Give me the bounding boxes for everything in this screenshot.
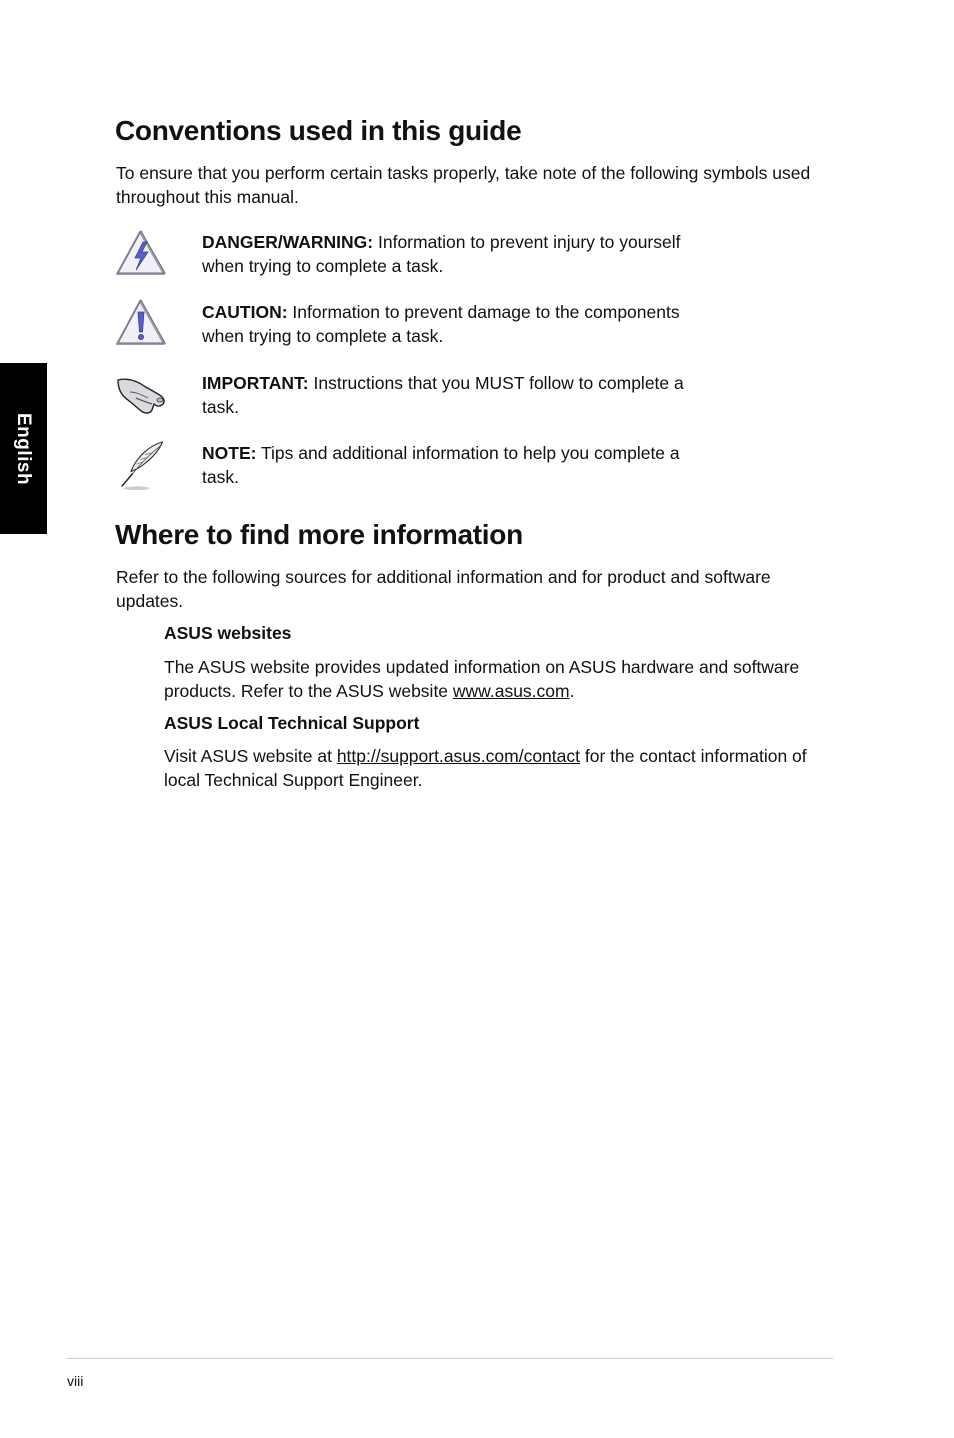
where-intro: Refer to the following sources for additional information and for product and software updates. (116, 567, 771, 611)
notice-label: NOTE: (202, 443, 257, 463)
note-quill-icon (114, 440, 172, 492)
notice-danger-warning (202, 231, 692, 278)
language-tab (0, 363, 47, 534)
conventions-intro: To ensure that you perform certain tasks properly, take note of the following symbols used throughout this manual. (116, 163, 811, 207)
websites-text-after: . (569, 680, 575, 701)
support-contact-link[interactable]: http://support.asus.com/contact (336, 746, 580, 766)
asus-websites-title: ASUS websites (164, 623, 292, 643)
page-number: viii (67, 1373, 84, 1389)
caution-icon (114, 298, 172, 350)
support-text-before: Visit ASUS website at (164, 746, 337, 766)
asus-websites-text (164, 656, 814, 703)
notice-description: Instructions that you MUST follow to complete a task. (202, 373, 684, 417)
conventions-heading: Conventions used in this guide (115, 115, 522, 146)
notice-description: Tips and additional information to help you complete a task. (202, 443, 680, 487)
important-hand-icon (114, 368, 172, 420)
notice-caution (202, 301, 692, 348)
notice-note (202, 442, 692, 489)
notice-label: IMPORTANT: (202, 373, 309, 393)
language-tab-label: English (13, 412, 34, 486)
footer-divider (67, 1358, 833, 1359)
support-text-after: for the contact information of local Technical Support Engineer. (164, 746, 807, 790)
asus-support-text (164, 745, 814, 792)
where-heading: Where to find more information (115, 519, 523, 550)
asus-website-link[interactable]: www.asus.com (452, 680, 570, 701)
websites-text-before: The ASUS website provides updated information on ASUS hardware and software products. Refer to the ASUS website (164, 657, 800, 701)
danger-warning-icon (114, 228, 172, 280)
notice-description: Information to prevent injury to yourself when trying to complete a task. (202, 232, 681, 276)
notice-label: CAUTION: (202, 302, 288, 322)
notice-label: DANGER/WARNING: (202, 232, 374, 252)
notice-important (202, 372, 692, 419)
asus-support-title: ASUS Local Technical Support (164, 713, 420, 733)
notice-description: Information to prevent damage to the components when trying to complete a task. (202, 302, 680, 346)
